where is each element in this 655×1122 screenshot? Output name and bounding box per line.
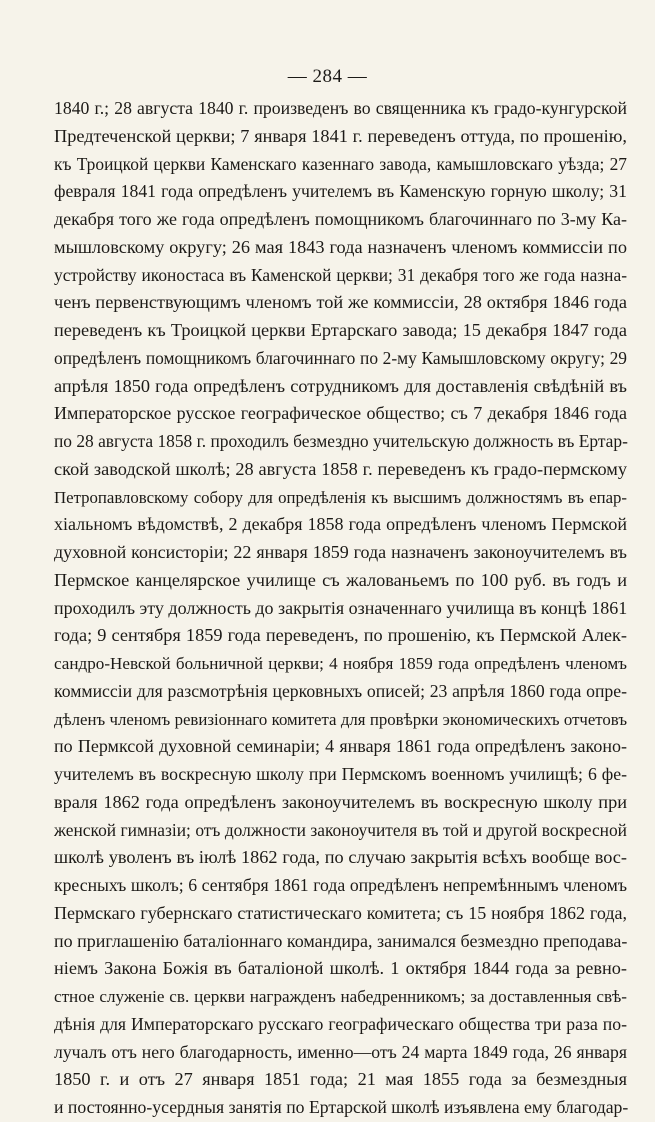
- text-line: коммиссіи для разсмотрѣнія церковныхъ описей; 23 апрѣля 1860 года опре-: [54, 680, 627, 701]
- text-line: лучалъ отъ него благодарность, именно—отъ 24 марта 1849 года, 26 января: [54, 1041, 627, 1062]
- text-line: апрѣля 1850 года опредѣленъ сотрудникомъ для доставленія свѣдѣній въ: [54, 375, 627, 396]
- text-line: Императорское русское географическое общество; съ 7 декабря 1846 года: [54, 403, 627, 424]
- text-line: декабря того же года опредѣленъ помощникомъ благочиннаго по 3-му Ка-: [54, 209, 627, 229]
- text-line: женской гимназіи; отъ должности законоучителя въ той и другой воскресной: [54, 819, 627, 840]
- text-line: по приглашенію баталіоннаго командира, занимался безмездно преподава-: [54, 930, 628, 951]
- text-line: проходилъ эту должность до закрытія означеннаго училища въ концѣ 1861: [54, 597, 628, 618]
- text-line: къ Троицкой церкви Каменскаго казеннаго завода, камышловскаго уѣзда; 27: [54, 153, 627, 174]
- text-line: февраля 1841 года опредѣленъ учителемъ въ Каменскую горную школу; 31: [54, 181, 627, 202]
- text-line: ніемъ Закона Божія въ баталіоной школѣ. 1 октября 1844 года за ревно-: [54, 958, 627, 979]
- page-number: — 284 —: [287, 66, 368, 87]
- body-text: [54, 95, 627, 1122]
- text-line: опредѣленъ помощникомъ благочиннаго по 2-му Камышловскому округу; 29: [54, 347, 627, 368]
- text-line: учителемъ въ воскресную школу при Пермскомъ военномъ училищѣ; 6 фе-: [54, 764, 627, 784]
- text-line: переведенъ къ Троицкой церкви Ертарскаго завода; 15 декабря 1847 года: [54, 320, 627, 340]
- text-line: стное служеніе св. церкви награжденъ набедренникомъ; за доставленныя свѣ-: [54, 987, 627, 1006]
- text-line: 1850 г. и отъ 27 января 1851 года; 21 мая 1855 года за безмездныя: [54, 1069, 627, 1090]
- text-line: сандро-Невской больничной церкви; 4 ноября 1859 года опредѣленъ членомъ: [54, 654, 627, 673]
- text-line: ской заводской школѣ; 28 августа 1858 г. переведенъ къ градо-пермскому: [54, 458, 627, 479]
- text-line: 1840 г.; 28 августа 1840 г. произведенъ во священника къ градо-кунгурской: [54, 98, 627, 118]
- text-line: по Пермксой духовной семинаріи; 4 января 1861 года опредѣленъ законо-: [54, 736, 627, 757]
- text-line: Предтеченской церкви; 7 января 1841 г. переведенъ оттуда, по прошенію,: [54, 125, 627, 146]
- text-line: хіальномъ вѣдомствѣ, 2 декабря 1858 года опредѣленъ членомъ Пермской: [54, 514, 627, 535]
- text-line: Пермское канцелярское училище съ жалованьемъ по 100 руб. въ годъ и: [54, 569, 627, 590]
- text-line: ченъ первенствующимъ членомъ той же коммиссіи, 28 октября 1846 года: [54, 292, 627, 313]
- text-line: и постоянно-усердныя занятія по Ертарской школѣ изъявлена ему благодар-: [54, 1097, 629, 1117]
- text-line: духовной консисторіи; 22 января 1859 года назначенъ законоучителемъ въ: [54, 542, 627, 562]
- text-line: мышловскому округу; 26 мая 1843 года назначенъ членомъ коммиссіи по: [54, 236, 627, 257]
- text-line: по 28 августа 1858 г. проходилъ безмездно учительскую должность въ Ертар-: [54, 431, 628, 451]
- text-line: устройству иконостаса въ Каменской церкви; 31 декабря того же года назна-: [54, 264, 627, 285]
- text-line: дѣнія для Императорскаго русскаго географическаго общества три раза по-: [54, 1013, 627, 1034]
- text-line: враля 1862 года опредѣленъ законоучителемъ въ воскресную школу при: [54, 791, 627, 812]
- text-line: дѣленъ членомъ ревизіоннаго комитета для провѣрки экономическихъ отчетовъ: [54, 709, 627, 729]
- text-line: Пермскаго губернскаго статистическаго комитета; съ 15 ноября 1862 года,: [54, 902, 627, 923]
- text-line: Петропавловскому собору для опредѣленія къ высшимъ должностямъ въ епар-: [54, 487, 627, 507]
- text-line: кресныхъ школъ; 6 сентября 1861 года опредѣленъ непремѣннымъ членомъ: [54, 875, 627, 895]
- text-line: школѣ уволенъ въ іюлѣ 1862 года, по случаю закрытія всѣхъ вообще вос-: [54, 847, 627, 868]
- text-line: года; 9 сентября 1859 года переведенъ, по прошенію, къ Пермской Алек-: [54, 625, 627, 646]
